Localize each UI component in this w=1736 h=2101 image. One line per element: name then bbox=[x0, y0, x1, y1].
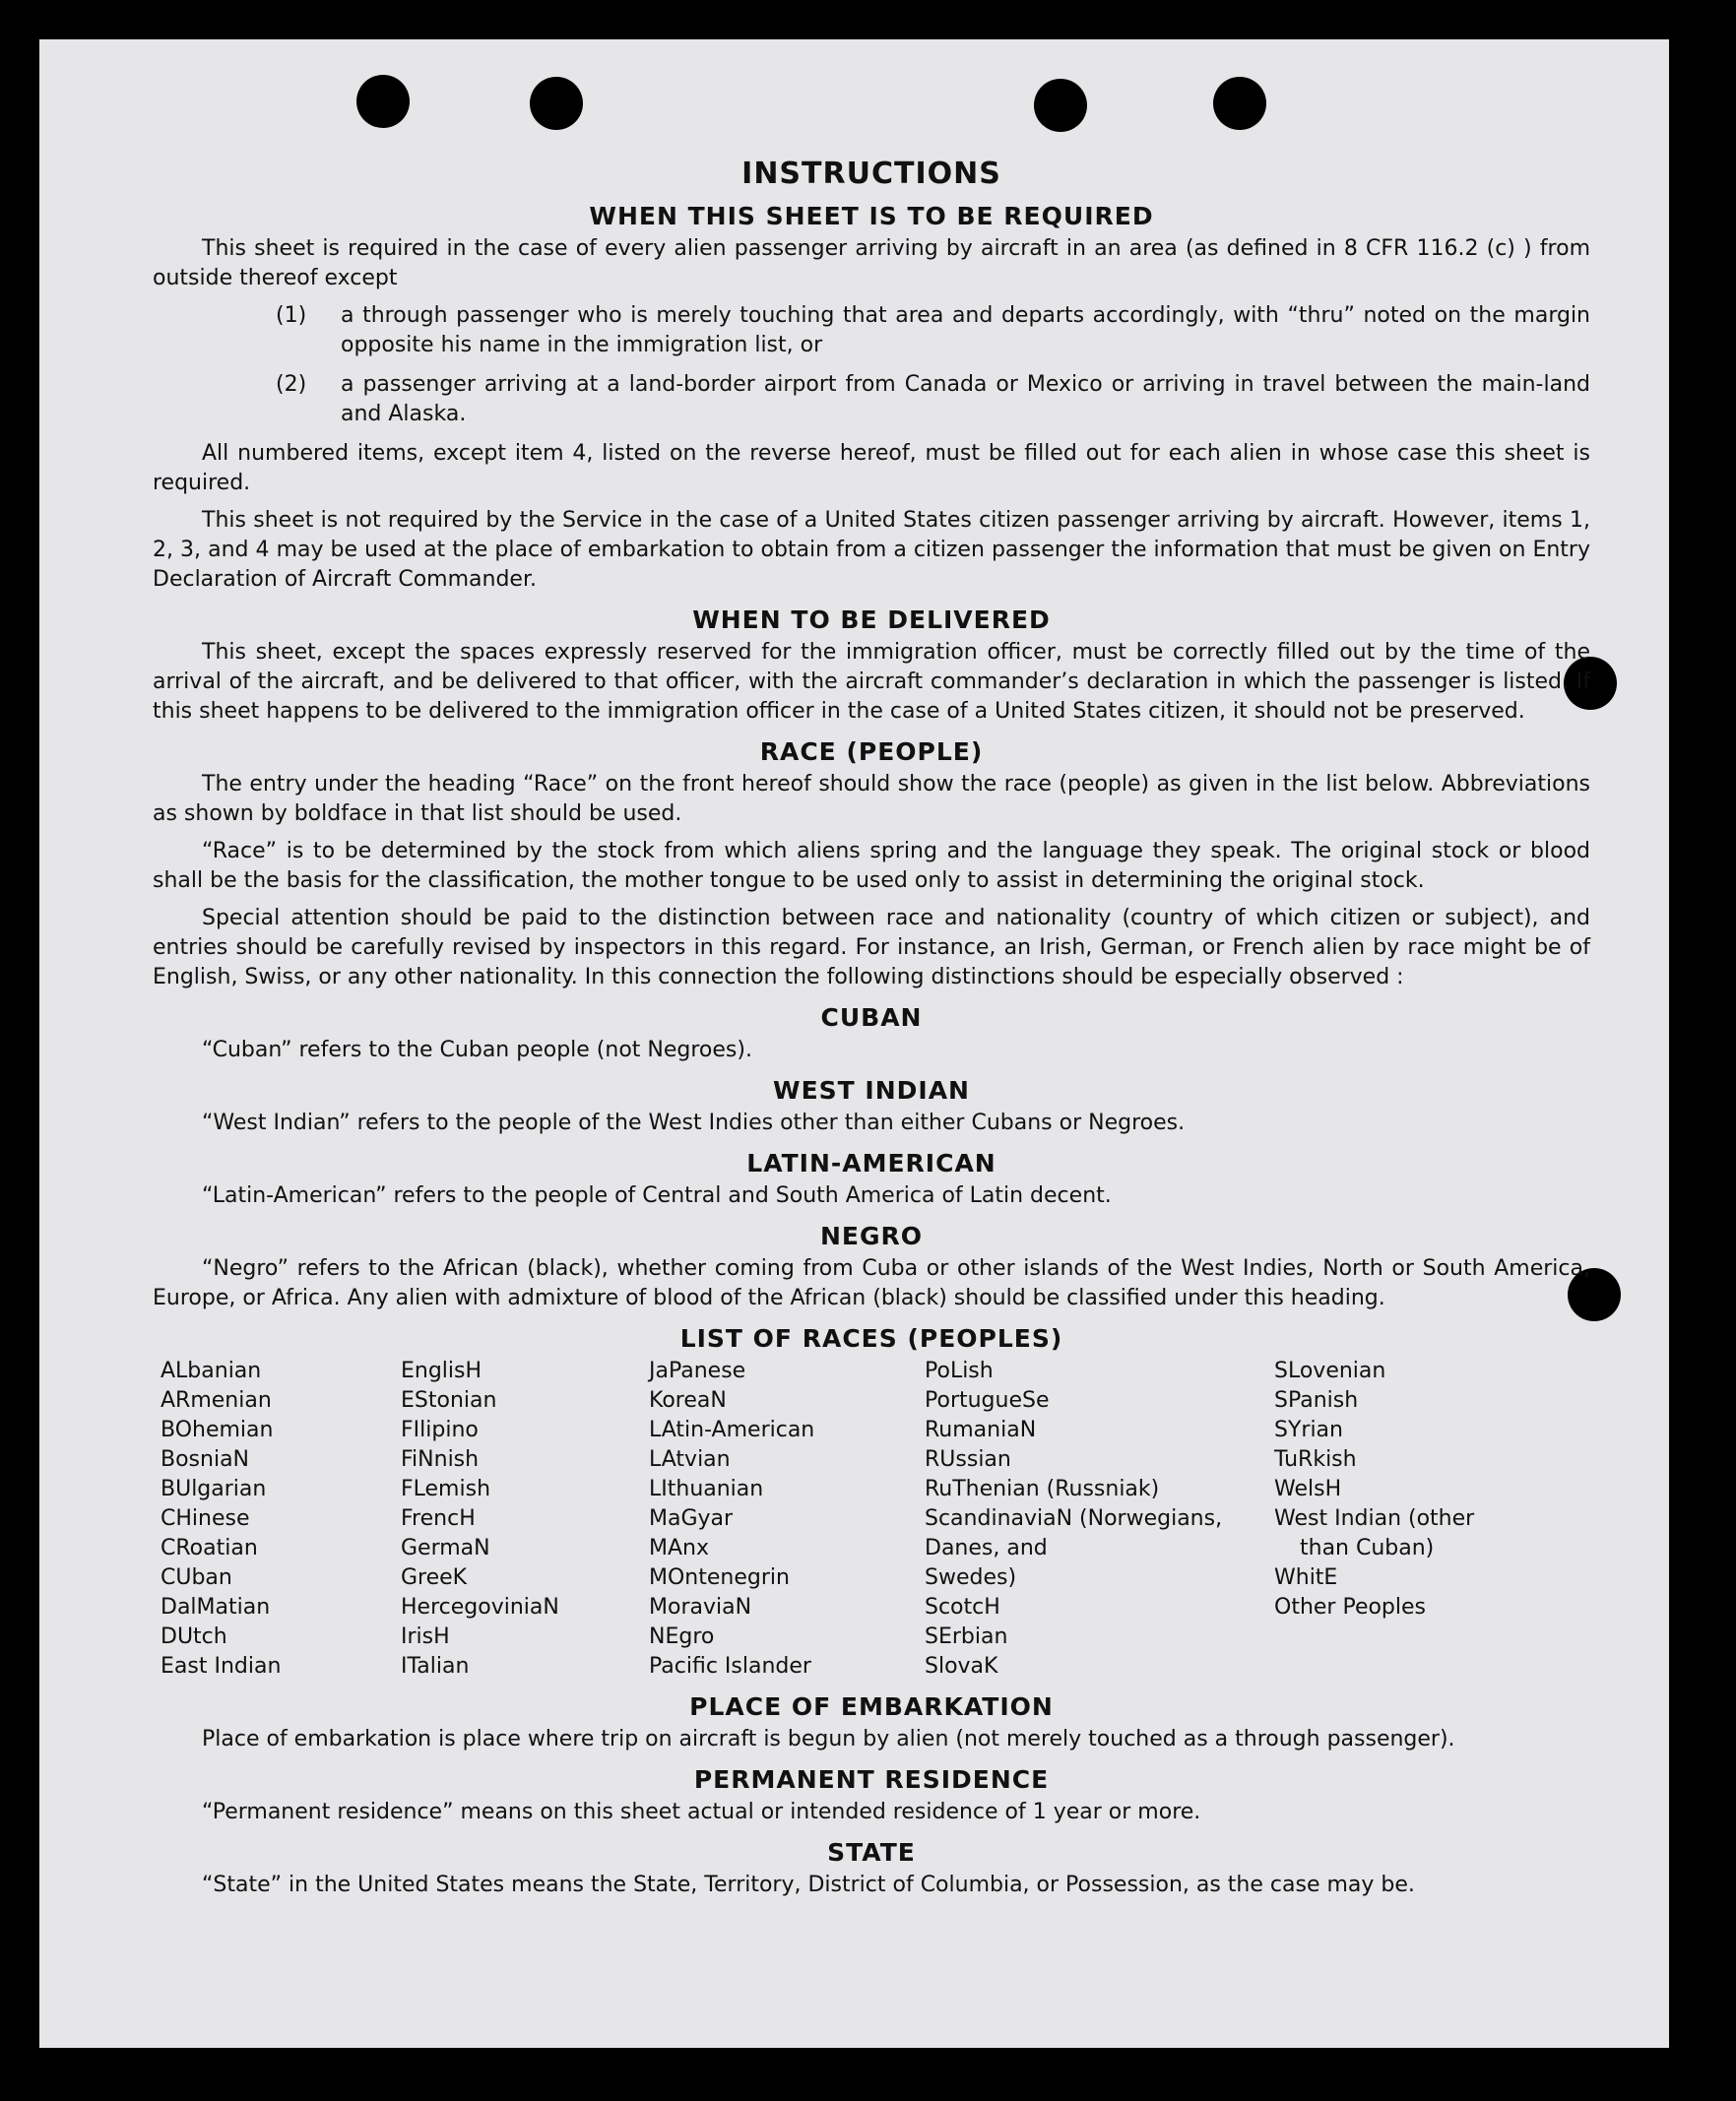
race-entry: BUlgarian bbox=[161, 1477, 267, 1501]
race-entry: NEgro bbox=[649, 1624, 715, 1649]
race-entry: MoraviaN bbox=[649, 1595, 752, 1620]
race-entry: ScotcH bbox=[925, 1595, 1000, 1620]
delivered-text: This sheet, except the spaces expressly reserved for the immigration officer, must be correctly filled out by the time of the arrival of the aircraft, and be delivered to that officer, with the aircraft commander’s declaration in which the passenger is listed. If this sheet happens to be delivered to the immigration officer in the case of a United States citizen, it should not be preserved. bbox=[153, 640, 1590, 724]
race-entry: ScandinaviaN (Norwegians, bbox=[925, 1506, 1223, 1531]
race-entry: DUtch bbox=[161, 1624, 227, 1649]
race-entry: DalMatian bbox=[161, 1595, 271, 1620]
race-list bbox=[161, 1357, 1590, 1682]
race-entry: LAtin-American bbox=[649, 1418, 815, 1442]
item-text: a through passenger who is merely touching that area and departs accordingly, with “thru” noted on the margin opposite his name in the immigration list, or bbox=[341, 303, 1590, 357]
race-entry: IrisH bbox=[401, 1624, 450, 1649]
race-entry: than Cuban) bbox=[1300, 1536, 1435, 1560]
race-entry: GermaN bbox=[401, 1536, 490, 1560]
negro-text: “Negro” refers to the African (black), whether coming from Cuba or other islands of the West Indies, North or South America, Europe, or Africa. Any alien with admixture of blood of the African (black) should be classified under this heading. bbox=[153, 1256, 1590, 1310]
race-entry: CRoatian bbox=[161, 1536, 258, 1560]
race-entry: WelsH bbox=[1274, 1477, 1342, 1501]
heading-race: RACE (PEOPLE) bbox=[759, 737, 984, 766]
required-para-3: This sheet is not required by the Service in the case of a United States citizen passenger arriving by aircraft. However, items 1, 2, 3, and 4 may be used at the place of embarkation to obtain from a citizen passenger the information that must be given on Entry Declaration of Aircraft Commander. bbox=[153, 508, 1590, 592]
race-entry: BosniaN bbox=[161, 1447, 250, 1472]
heading-latin-american: LATIN-AMERICAN bbox=[746, 1149, 997, 1178]
required-para-2: All numbered items, except item 4, listed on the reverse hereof, must be filled out for each alien in whose case this sheet is required. bbox=[153, 441, 1590, 495]
heading-permanent-residence: PERMANENT RESIDENCE bbox=[693, 1765, 1050, 1794]
item-number: (1) bbox=[276, 303, 307, 328]
race-entry: LAtvian bbox=[649, 1447, 731, 1472]
race-entry: KoreaN bbox=[649, 1388, 727, 1413]
embarkation-text: Place of embarkation is place where trip on aircraft is begun by alien (not merely touched as a through passenger). bbox=[202, 1727, 1455, 1751]
race-entry: EStonian bbox=[401, 1388, 497, 1413]
race-entry: JaPanese bbox=[649, 1359, 746, 1383]
race-entry: CUban bbox=[161, 1565, 232, 1590]
state-text: “State” in the United States means the State, Territory, District of Columbia, or Possession, as the case may be. bbox=[202, 1873, 1415, 1897]
race-entry: Danes, and bbox=[925, 1536, 1048, 1560]
race-entry: ARmenian bbox=[161, 1388, 272, 1413]
race-entry: SlovaK bbox=[925, 1654, 998, 1679]
race-para-3: Special attention should be paid to the distinction between race and nationality (country of which citizen or subject), and entries should be carefully revised by inspectors in this regard. For instance, an Irish, German, or French alien by race might be of English, Swiss, or any other nationality. In this connection the following distinctions should be especially observed : bbox=[153, 906, 1590, 989]
race-entry: WhitE bbox=[1274, 1565, 1338, 1590]
race-entry: FIlipino bbox=[401, 1418, 479, 1442]
required-intro: This sheet is required in the case of every alien passenger arriving by aircraft in an area (as defined in 8 CFR 116.2 (c) ) from outside thereof except bbox=[153, 236, 1590, 290]
race-entry: GreeK bbox=[401, 1565, 468, 1590]
exception-item bbox=[276, 301, 1590, 360]
race-entry: RumaniaN bbox=[925, 1418, 1037, 1442]
race-para-2: “Race” is to be determined by the stock from which aliens spring and the language they speak. The original stock or blood shall be the basis for the classification, the mother tongue to be used only to assist in determining the original stock. bbox=[153, 839, 1590, 893]
race-entry: EnglisH bbox=[401, 1359, 482, 1383]
race-entry: SYrian bbox=[1274, 1418, 1343, 1442]
race-entry: CHinese bbox=[161, 1506, 250, 1531]
race-entry: MaGyar bbox=[649, 1506, 734, 1531]
race-entry: East Indian bbox=[161, 1654, 282, 1679]
heading-required: WHEN THIS SHEET IS TO BE REQUIRED bbox=[589, 202, 1154, 230]
race-entry: PortugueSe bbox=[925, 1388, 1050, 1413]
exception-item bbox=[276, 370, 1590, 429]
race-entry: MOntenegrin bbox=[649, 1565, 790, 1590]
item-number: (2) bbox=[276, 372, 307, 397]
heading-negro: NEGRO bbox=[819, 1222, 924, 1250]
race-entry: Swedes) bbox=[925, 1565, 1017, 1590]
heading-west-indian: WEST INDIAN bbox=[773, 1076, 970, 1105]
item-text: a passenger arriving at a land-border airport from Canada or Mexico or arriving in travel between the main-land and Alaska. bbox=[341, 372, 1590, 426]
residence-text: “Permanent residence” means on this sheet actual or intended residence of 1 year or more. bbox=[202, 1800, 1201, 1824]
race-entry: ITalian bbox=[401, 1654, 470, 1679]
race-entry: SLovenian bbox=[1274, 1359, 1386, 1383]
race-entry: HercegoviniaN bbox=[401, 1595, 559, 1620]
heading-embarkation: PLACE OF EMBARKATION bbox=[689, 1692, 1054, 1721]
page-title: INSTRUCTIONS bbox=[741, 157, 1001, 191]
race-entry: Pacific Islander bbox=[649, 1654, 811, 1679]
heading-cuban: CUBAN bbox=[820, 1003, 923, 1032]
race-entry: RuThenian (Russniak) bbox=[925, 1477, 1160, 1501]
race-column bbox=[925, 1357, 1274, 1682]
instructions-content bbox=[153, 118, 1590, 1908]
race-entry: RUssian bbox=[925, 1447, 1011, 1472]
race-entry: FrencH bbox=[401, 1506, 476, 1531]
race-column bbox=[161, 1357, 401, 1682]
cuban-text: “Cuban” refers to the Cuban people (not Negroes). bbox=[202, 1038, 752, 1062]
race-entry: West Indian (other bbox=[1274, 1506, 1475, 1531]
race-entry: SPanish bbox=[1274, 1388, 1359, 1413]
heading-delivered: WHEN TO BE DELIVERED bbox=[692, 605, 1051, 634]
race-entry: Other Peoples bbox=[1274, 1595, 1427, 1620]
race-entry: FLemish bbox=[401, 1477, 491, 1501]
west-indian-text: “West Indian” refers to the people of the West Indies other than either Cubans or Negroes. bbox=[202, 1111, 1186, 1135]
race-entry: LIthuanian bbox=[649, 1477, 764, 1501]
race-column bbox=[401, 1357, 649, 1682]
race-entry: SErbian bbox=[925, 1624, 1008, 1649]
race-entry: PoLish bbox=[925, 1359, 994, 1383]
race-column bbox=[649, 1357, 925, 1682]
latin-american-text: “Latin-American” refers to the people of Central and South America of Latin decent. bbox=[202, 1183, 1112, 1208]
race-column bbox=[1274, 1357, 1530, 1682]
race-entry: MAnx bbox=[649, 1536, 709, 1560]
race-para-1: The entry under the heading “Race” on the front hereof should show the race (people) as given in the list below. Abbreviations as shown by boldface in that list should be used. bbox=[153, 772, 1590, 826]
race-entry: ALbanian bbox=[161, 1359, 262, 1383]
heading-state: STATE bbox=[827, 1838, 916, 1867]
race-entry: BOhemian bbox=[161, 1418, 274, 1442]
race-entry: FiNnish bbox=[401, 1447, 480, 1472]
heading-list-of-races: LIST OF RACES (PEOPLES) bbox=[679, 1324, 1063, 1353]
race-entry: TuRkish bbox=[1274, 1447, 1357, 1472]
